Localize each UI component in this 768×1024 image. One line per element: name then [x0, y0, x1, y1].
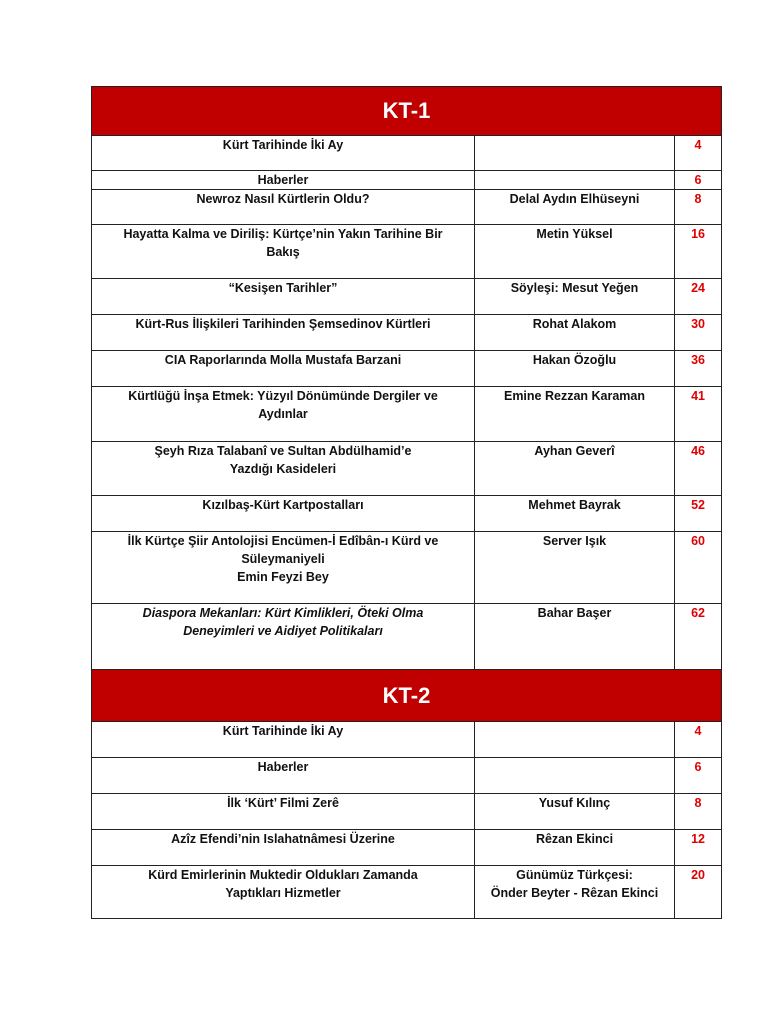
- page-number: 36: [675, 351, 722, 387]
- cell-line: Metin Yüksel: [536, 227, 613, 241]
- article-title: [92, 866, 475, 919]
- page-number: 30: [675, 315, 722, 351]
- contents-table: [91, 86, 722, 919]
- article-title: [92, 190, 475, 225]
- section-header: KT-1: [92, 87, 722, 136]
- page-number: 12: [675, 830, 722, 866]
- page-number: 52: [675, 496, 722, 532]
- article-title: [92, 532, 475, 604]
- page-number: 62: [675, 604, 722, 670]
- cell-line: İlk ‘Kürt’ Filmi Zerê: [227, 796, 339, 810]
- page-number: 4: [675, 136, 722, 171]
- cell-line: Yusuf Kılınç: [538, 796, 611, 810]
- table-row: [92, 190, 722, 225]
- article-author: [475, 866, 675, 919]
- cell-line: “Kesişen Tarihler”: [228, 281, 338, 295]
- cell-line: CIA Raporlarında Molla Mustafa Barzani: [164, 353, 402, 367]
- table-row: [92, 604, 722, 670]
- article-title: [92, 830, 475, 866]
- cell-line: Server Işık: [542, 534, 607, 548]
- table-row: [92, 758, 722, 794]
- article-title: [92, 794, 475, 830]
- page-number: 8: [675, 794, 722, 830]
- article-title: [92, 136, 475, 171]
- cell-line: Şeyh Rıza Talabanî ve Sultan Abdülhamid’e: [154, 444, 412, 458]
- cell-line: İlk Kürtçe Şiir Antolojisi Encümen-İ Edîbân-ı Kürd ve: [127, 534, 439, 548]
- article-author: [475, 532, 675, 604]
- cell-line: Söyleşi: Mesut Yeğen: [510, 281, 639, 295]
- cell-line: Haberler: [257, 173, 309, 187]
- cell-line: Kürt Tarihinde İki Ay: [222, 138, 344, 152]
- article-title: [92, 225, 475, 279]
- cell-line: Bakış: [266, 245, 300, 259]
- article-author: [475, 190, 675, 225]
- article-author: [475, 758, 675, 794]
- cell-line: Newroz Nasıl Kürtlerin Oldu?: [196, 192, 370, 206]
- cell-line: Hayatta Kalma ve Diriliş: Kürtçe’nin Yakın Tarihine Bir: [123, 227, 443, 241]
- cell-line: Aydınlar: [258, 407, 308, 421]
- article-author: [475, 722, 675, 758]
- article-title: [92, 496, 475, 532]
- cell-line: Diaspora Mekanları: Kürt Kimlikleri, Öteki Olma: [142, 606, 424, 620]
- table-row: [92, 136, 722, 171]
- cell-line: Bahar Başer: [537, 606, 612, 620]
- page-number: 8: [675, 190, 722, 225]
- article-title: [92, 442, 475, 496]
- article-author: [475, 136, 675, 171]
- page-number: 46: [675, 442, 722, 496]
- table-row: [92, 315, 722, 351]
- cell-line: Önder Beyter - Rêzan Ekinci: [490, 886, 659, 900]
- article-author: [475, 315, 675, 351]
- article-title: [92, 604, 475, 670]
- contents-table-body: [92, 87, 722, 919]
- cell-line: Rohat Alakom: [532, 317, 617, 331]
- article-title: [92, 315, 475, 351]
- section-header-row: [92, 87, 722, 136]
- article-author: [475, 171, 675, 190]
- cell-line: Haberler: [257, 760, 309, 774]
- table-row: [92, 830, 722, 866]
- section-header: KT-2: [92, 670, 722, 722]
- article-author: [475, 830, 675, 866]
- page-number: 24: [675, 279, 722, 315]
- article-author: [475, 351, 675, 387]
- cell-line: Kızılbaş-Kürt Kartpostalları: [202, 498, 364, 512]
- article-author: [475, 604, 675, 670]
- page-number: 16: [675, 225, 722, 279]
- article-title: [92, 722, 475, 758]
- page-number: 4: [675, 722, 722, 758]
- cell-line: Süleymaniyeli: [241, 552, 325, 566]
- table-row: [92, 279, 722, 315]
- table-row: [92, 351, 722, 387]
- article-title: [92, 171, 475, 190]
- page-number: 60: [675, 532, 722, 604]
- table-row: [92, 442, 722, 496]
- cell-line: Hakan Özoğlu: [532, 353, 617, 367]
- table-row: [92, 722, 722, 758]
- cell-line: Kürtlüğü İnşa Etmek: Yüzyıl Dönümünde Dergiler ve: [128, 389, 438, 403]
- cell-line: Delal Aydın Elhüseyni: [509, 192, 640, 206]
- cell-line: Günümüz Türkçesi:: [516, 868, 633, 882]
- article-author: [475, 794, 675, 830]
- cell-line: Yazdığı Kasideleri: [229, 462, 337, 476]
- page-number: 41: [675, 387, 722, 442]
- article-author: [475, 442, 675, 496]
- article-author: [475, 387, 675, 442]
- cell-line: Kürt Tarihinde İki Ay: [222, 724, 344, 738]
- article-author: [475, 496, 675, 532]
- contents-sheet: [91, 86, 721, 919]
- cell-line: Ayhan Geverî: [534, 444, 615, 458]
- cell-line: Emin Feyzi Bey: [237, 570, 329, 584]
- table-row: [92, 225, 722, 279]
- page-number: 20: [675, 866, 722, 919]
- page-number: 6: [675, 171, 722, 190]
- cell-line: Yaptıkları Hizmetler: [225, 886, 341, 900]
- cell-line: Emine Rezzan Karaman: [503, 389, 646, 403]
- table-row: [92, 794, 722, 830]
- table-row: [92, 866, 722, 919]
- table-row: [92, 387, 722, 442]
- page-number: 6: [675, 758, 722, 794]
- cell-line: Kürd Emirlerinin Muktedir Oldukları Zamanda: [148, 868, 418, 882]
- table-row: [92, 532, 722, 604]
- section-header-row: [92, 670, 722, 722]
- cell-line: Deneyimleri ve Aidiyet Politikaları: [183, 624, 383, 638]
- cell-line: Kürt-Rus İlişkileri Tarihinden Şemsedinov Kürtleri: [135, 317, 431, 331]
- table-row: [92, 171, 722, 190]
- article-author: [475, 225, 675, 279]
- table-row: [92, 496, 722, 532]
- article-title: [92, 758, 475, 794]
- cell-line: Azîz Efendi’nin Islahatnâmesi Üzerine: [171, 832, 395, 846]
- article-title: [92, 279, 475, 315]
- cell-line: Rêzan Ekinci: [535, 832, 614, 846]
- article-title: [92, 387, 475, 442]
- cell-line: Mehmet Bayrak: [528, 498, 621, 512]
- article-author: [475, 279, 675, 315]
- article-title: [92, 351, 475, 387]
